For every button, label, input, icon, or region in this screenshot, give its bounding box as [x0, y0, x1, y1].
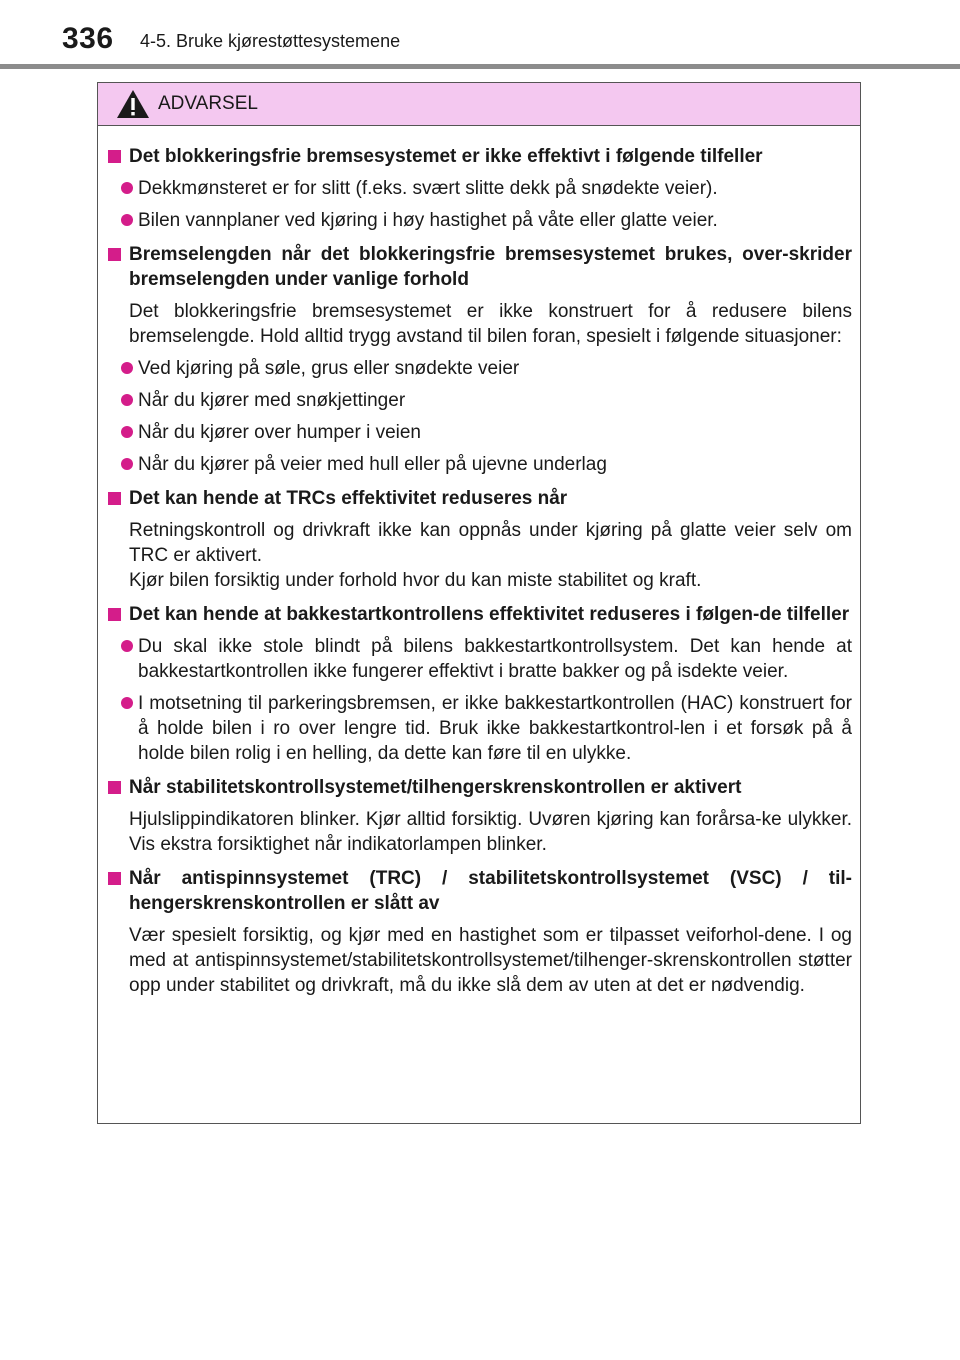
warning-section [106, 866, 852, 998]
warning-section [106, 486, 852, 593]
list-item-text: Når du kjører med snøkjettinger [138, 390, 406, 411]
list-item-text: Ved kjøring på søle, grus eller snødekte veier [138, 358, 520, 379]
section-heading [106, 144, 852, 169]
circle-bullet-icon [121, 214, 133, 226]
list-item [121, 176, 852, 201]
list-item-text: Når du kjører på veier med hull eller på ujevne underlag [138, 454, 607, 475]
section-heading [106, 242, 852, 292]
circle-bullet-icon [121, 640, 133, 652]
warning-section [106, 775, 852, 857]
list-item [121, 634, 852, 684]
list-item [121, 420, 852, 445]
section-paragraph: Kjør bilen forsiktig under forhold hvor du kan miste stabilitet og kraft. [129, 570, 702, 591]
list-item-text: Når du kjører over humper i veien [138, 422, 421, 443]
section-heading-text: Det kan hende at bakkestartkontrollens effektivitet reduseres i følgen-de tilfeller [129, 604, 850, 625]
square-bullet-icon [108, 248, 121, 261]
list-item [121, 356, 852, 381]
warning-section [106, 242, 852, 477]
section-paragraph: Retningskontroll og drivkraft ikke kan oppnås under kjøring på glatte veier selv om TRC er aktivert. [129, 520, 852, 566]
square-bullet-icon [108, 150, 121, 163]
warning-section [106, 602, 852, 766]
warning-triangle-icon [116, 89, 150, 119]
section-heading-text: Når antispinnsystemet (TRC) / stabilitetskontrollsystemet (VSC) / til-hengerskrenskontrollen er slått av [129, 868, 852, 914]
section-heading-text: Det blokkeringsfrie bremsesystemet er ikke effektivt i følgende tilfeller [129, 146, 763, 167]
section-heading-text: Bremselengden når det blokkeringsfrie bremsesystemet brukes, over-skrider bremselengden under vanlige forhold [129, 244, 852, 290]
list-item [121, 388, 852, 413]
square-bullet-icon [108, 872, 121, 885]
page-section-title: 4-5. Bruke kjørestøttesystemene [140, 31, 401, 51]
section-paragraph: Det blokkeringsfrie bremsesystemet er ikke konstruert for å redusere bilens bremselengde. Hold alltid trygg avstand til bilen foran, spesielt i følgende situasjoner: [129, 301, 852, 347]
circle-bullet-icon [121, 182, 133, 194]
circle-bullet-icon [121, 458, 133, 470]
circle-bullet-icon [121, 426, 133, 438]
list-item [121, 452, 852, 477]
circle-bullet-icon [121, 394, 133, 406]
section-heading [106, 486, 852, 511]
section-heading-text: Det kan hende at TRCs effektivitet reduseres når [129, 488, 568, 509]
header-rule [0, 64, 960, 69]
list-item-text: I motsetning til parkeringsbremsen, er ikke bakkestartkontrollen (HAC) konstruert for å holde bilen i ro over lengre tid. Bruk ikke bakkestartkontrol-len i et forsøk på å holde bilen rolig i en helling, da dette kan føre til en ulykke. [138, 693, 852, 764]
section-heading [106, 602, 852, 627]
warning-header [98, 83, 860, 126]
warning-content [98, 126, 860, 998]
list-item-text: Du skal ikke stole blindt på bilens bakkestartkontrollsystem. Det kan hende at bakkestartkontrollen ikke fungerer effektivt i bratte bakker og på isdekte veier. [138, 636, 852, 682]
list-item-text: Bilen vannplaner ved kjøring i høy hastighet på våte eller glatte veier. [138, 210, 718, 231]
list-item [121, 208, 852, 233]
circle-bullet-icon [121, 362, 133, 374]
list-item [121, 691, 852, 766]
list-item-text: Dekkmønsteret er for slitt (f.eks. svært slitte dekk på snødekte veier). [138, 178, 718, 199]
circle-bullet-icon [121, 697, 133, 709]
warning-box [97, 82, 861, 1124]
square-bullet-icon [108, 781, 121, 794]
section-paragraph: Vær spesielt forsiktig, og kjør med en hastighet som er tilpasset veiforhol-dene. I og med at antispinnsystemet/stabilitetskontrollsystemet/tilhenger-skrenskontrollen støtter opp under stabilitet og drivkraft, må du ikke slå dem av uten at det er nødvendig. [129, 925, 852, 996]
warning-section [106, 144, 852, 233]
square-bullet-icon [108, 608, 121, 621]
warning-title: ADVARSEL [158, 93, 258, 114]
section-heading [106, 775, 852, 800]
square-bullet-icon [108, 492, 121, 505]
page-number: 336 [62, 22, 114, 55]
section-heading [106, 866, 852, 916]
section-heading-text: Når stabilitetskontrollsystemet/tilhengerskrenskontrollen er aktivert [129, 777, 742, 798]
section-paragraph: Hjulslippindikatoren blinker. Kjør alltid forsiktig. Uvøren kjøring kan forårsa-ke ulykker. Vis ekstra forsiktighet når indikatorlampen blinker. [129, 809, 852, 855]
